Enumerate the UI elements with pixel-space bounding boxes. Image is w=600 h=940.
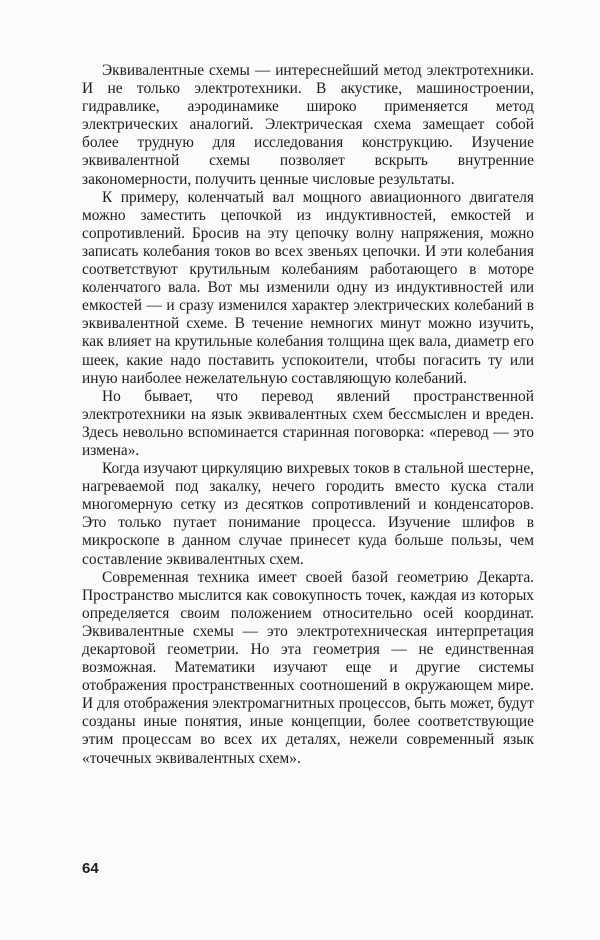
paragraph-1: Эквивалентные схемы — интереснейший метод электротехники. И не только электротехники. В акустике, машиностроении, гидравлике, аэродинамике широко применяется метод электрических аналогий. Электрическая схема замещает собой более трудную для исследования конструкцию. Изучение эквивалентной схемы позволяет вскрыть внутренние закономерности, получить ценные числовые результаты. (82, 62, 534, 188)
paragraph-4: Когда изучают циркуляцию вихревых токов в стальной шестерне, нагреваемой под закалку, нечего городить вместо куска стали многомерную сетку из десятков сопротивлений и конденсаторов. Это только путает понимание процесса. Изучение шлифов в микроскопе в данном случае принесет куда больше пользы, чем составление эквивалентных схем. (82, 460, 534, 568)
paragraph-3: Но бывает, что перевод явлений пространственной электротехники на язык эквивалентных схем бессмыслен и вреден. Здесь невольно вспоминается старинная поговорка: «перевод — это измена». (82, 387, 534, 459)
paragraph-5: Современная техника имеет своей базой геометрию Декарта. Пространство мыслится как совокупность точек, каждая из которых определяется своим положением относительно осей координат. Эквивалентные схемы — это электротехническая интерпретация декартовой геометрии. Но эта геометрия — не единственная возможная. Математики изучают еще и другие системы отображения пространственных соотношений в окружающем мире. И для отображения электромагнитных процессов, быть может, будут созданы иные понятия, иные концепции, более соответствующие этим процессам во всех их деталях, нежели современный язык «точечных эквивалентных схем». (82, 568, 534, 767)
paragraph-2: К примеру, коленчатый вал мощного авиационного двигателя можно заместить цепочкой из индуктивностей, емкостей и сопротивлений. Бросив на эту цепочку волну напряжения, можно записать колебания токов во всех звеньях цепочки. И эти колебания соответствуют крутильным колебаниям работающего в моторе коленчатого вала. Вот мы изменили одну из индуктивностей или емкостей — и сразу изменился характер электрических колебаний в эквивалентной схеме. В течение немногих минут можно изучить, как влияет на крутильные колебания толщина щек вала, диаметр его шеек, какие надо поставить успокоители, чтобы погасить ту или иную наиболее нежелательную составляющую колебаний. (82, 188, 534, 387)
body-text (82, 62, 534, 768)
page-number: 64 (82, 860, 99, 877)
